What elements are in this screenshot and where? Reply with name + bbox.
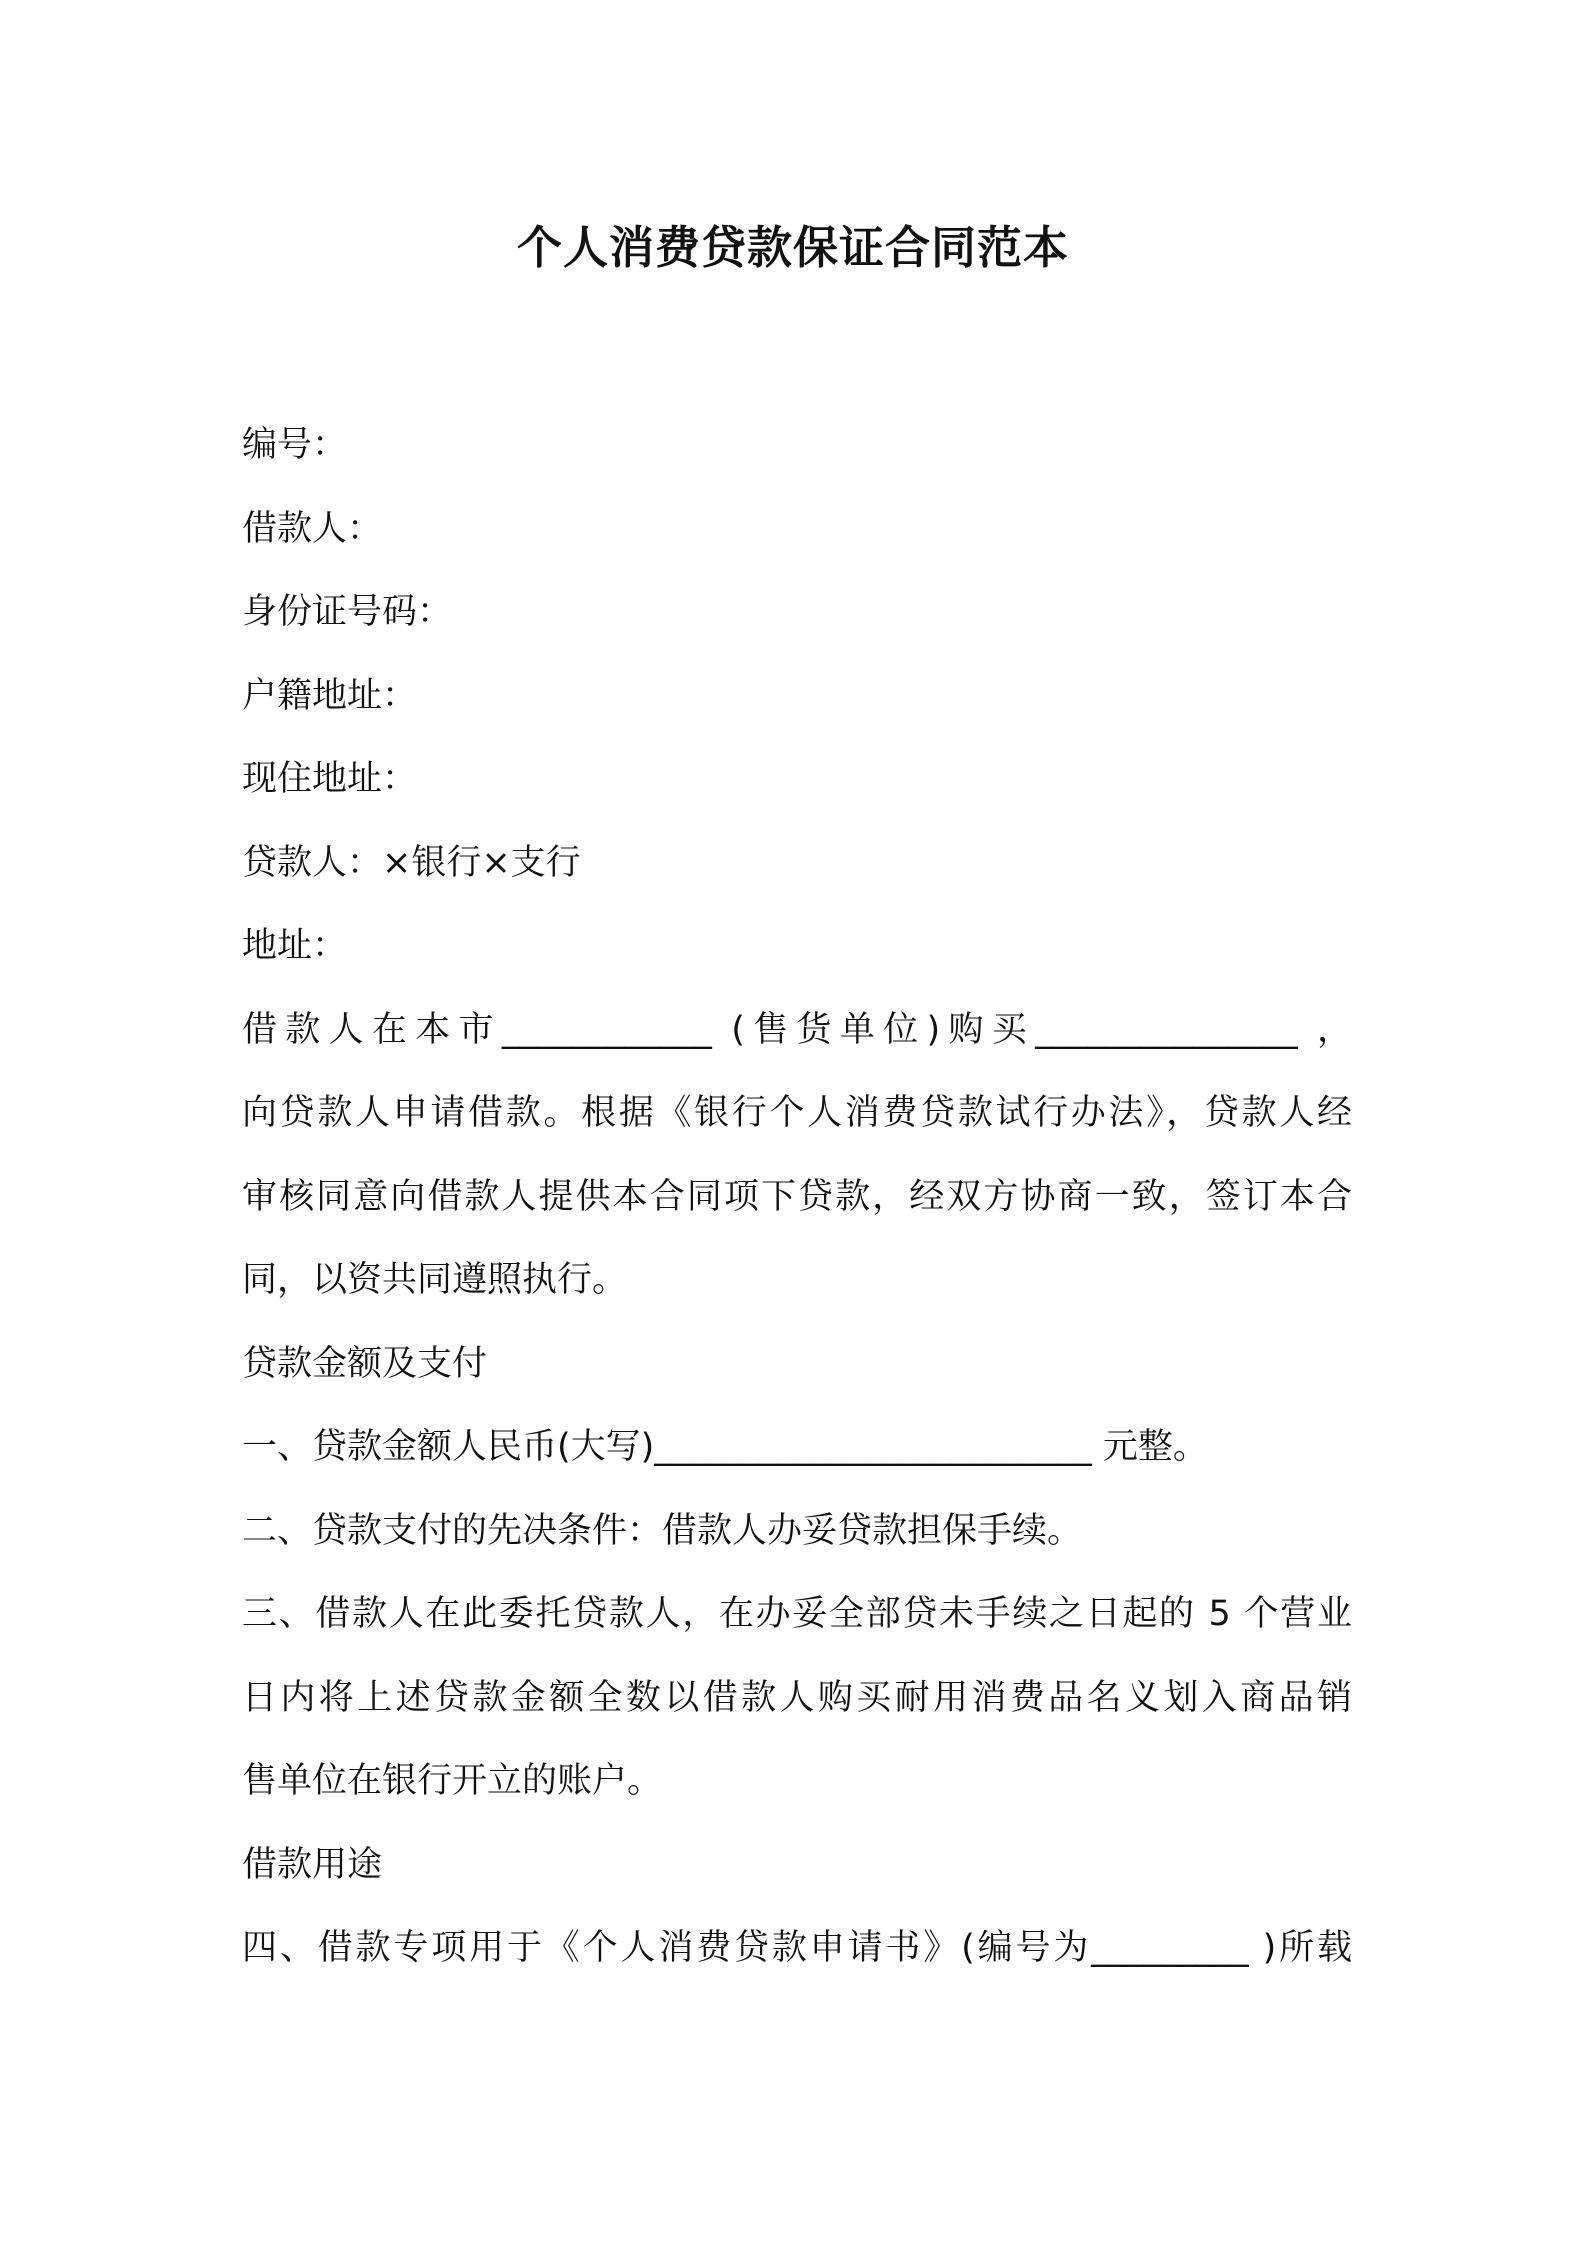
section-heading-loan-amount: 贷款金额及支付	[242, 1343, 488, 1384]
lender-label: 贷款人：×银行×支行	[242, 842, 581, 883]
contract-number-label: 编号：	[242, 425, 348, 465]
section-heading-loan-purpose: 借款用途	[242, 1844, 383, 1885]
lender-address-label: 地址：	[242, 926, 348, 966]
borrower-label: 借款人：	[242, 508, 383, 549]
document-title: 个人消费贷款保证合同范本	[516, 221, 1069, 274]
id-number-label: 身份证号码：	[242, 592, 453, 632]
clause-two: 二、贷款支付的先决条件：借款人办妥贷款担保手续。	[242, 1510, 1083, 1551]
clause-three-line: 售单位在银行开立的账户。	[242, 1761, 663, 1801]
paragraph-line: 借款人在本市____________ (售货单位)购买_______________ ，	[242, 1009, 1352, 1050]
document-body	[242, 404, 1352, 1991]
clause-four-line: 四、借款专项用于《个人消费贷款申请书》(编号为_________ )所载	[242, 1928, 1352, 1968]
clause-three-line: 三、借款人在此委托贷款人，在办妥全部贷未手续之日起的 5 个营业	[242, 1594, 1352, 1634]
current-address-label: 现住地址：	[242, 759, 418, 799]
registered-address-label: 户籍地址：	[242, 675, 418, 716]
paragraph-line: 向贷款人申请借款。根据《银行个人消费贷款试行办法》，贷款人经	[242, 1093, 1352, 1133]
paragraph-line: 同，以资共同遵照执行。	[242, 1260, 628, 1300]
clause-one: 一、贷款金额人民币(大写)_________________________ 元整。	[242, 1427, 1208, 1467]
paragraph-line: 审核同意向借款人提供本合同项下贷款，经双方协商一致，签订本合	[242, 1176, 1352, 1217]
clause-three-line: 日内将上述贷款金额全数以借款人购买耐用消费品名义划入商品销	[242, 1677, 1352, 1718]
